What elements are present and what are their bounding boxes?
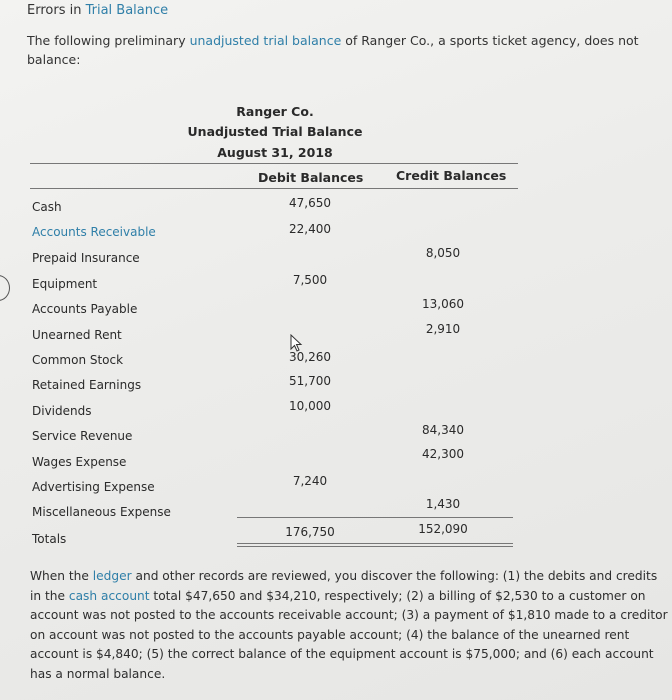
credit-value: 1,430 — [425, 497, 461, 511]
heading-link[interactable]: Trial Balance — [85, 3, 169, 18]
debit-value: 7,500 — [292, 273, 328, 287]
account-name: Prepaid Insurance — [32, 251, 140, 265]
totals-rule — [237, 517, 513, 518]
account-name: Unearned Rent — [32, 328, 122, 342]
total-credit-value: 152,090 — [418, 522, 468, 536]
account-name: Equipment — [32, 277, 98, 291]
credit-value: 42,300 — [422, 447, 464, 461]
mouse-pointer-icon — [290, 334, 304, 354]
double-rule-bottom — [237, 546, 513, 547]
intro-part1: The following preliminary — [27, 33, 190, 48]
credit-value: 2,910 — [425, 322, 461, 336]
header-rule-top — [30, 163, 518, 164]
statement-date: August 31, 2018 — [217, 145, 333, 160]
credit-value: 8,050 — [425, 246, 461, 260]
intro-link[interactable]: unadjusted trial balance — [189, 33, 342, 48]
account-name: Retained Earnings — [32, 378, 142, 392]
side-circle-mark — [0, 275, 10, 301]
intro-text — [27, 31, 642, 69]
total-debit-value: 176,750 — [285, 525, 335, 539]
heading-prefix: Errors in — [27, 3, 86, 18]
credit-column-header: Credit Balances — [396, 168, 507, 183]
debit-value: 47,650 — [289, 196, 331, 210]
intro-part2: of Ranger Co., a sports ticket agency, does not balance: — [27, 33, 639, 67]
debit-value: 10,000 — [289, 399, 331, 413]
account-name: Accounts Payable — [32, 302, 138, 316]
double-rule-top — [237, 543, 513, 544]
cash-account-link[interactable]: cash account — [68, 588, 150, 603]
para-s2: and other records are reviewed, you discover the following: (1) the debits and credits in the — [30, 569, 658, 603]
account-name[interactable]: Accounts Receivable — [32, 225, 156, 239]
account-name: Wages Expense — [32, 455, 127, 469]
para-s1: When the — [30, 569, 93, 583]
account-name: Service Revenue — [32, 429, 133, 443]
credit-value: 13,060 — [422, 297, 464, 311]
company-name: Ranger Co. — [236, 104, 314, 119]
debit-column-header: Debit Balances — [258, 170, 364, 185]
page-heading — [27, 3, 168, 18]
statement-title: Unadjusted Trial Balance — [187, 124, 363, 139]
debit-value: 51,700 — [289, 374, 331, 388]
header-rule-bottom — [30, 188, 518, 189]
account-name: Advertising Expense — [32, 480, 155, 494]
para-s3: total $47,650 and $34,210, respectively; (2) a billing of $2,530 to a customer on account was not posted to the accounts receivable account; (3) a payment of $1,810 made to a creditor on account was not posted to the accounts payable account; (4) the balance of the unearned rent account is $4,840; (5) the correct balance of the equipment account is $75,000; and (6) each account has a normal balance. — [30, 588, 668, 681]
account-name: Dividends — [32, 404, 92, 418]
account-name: Miscellaneous Expense — [32, 505, 171, 519]
debit-value: 22,400 — [289, 222, 331, 236]
account-name: Common Stock — [32, 353, 124, 367]
credit-value: 84,340 — [422, 423, 464, 437]
review-paragraph — [30, 567, 670, 685]
ledger-link[interactable]: ledger — [92, 569, 132, 583]
debit-value: 30,260 — [289, 350, 331, 364]
debit-value: 7,240 — [292, 474, 328, 488]
account-name: Cash — [32, 200, 62, 214]
totals-label: Totals — [32, 532, 67, 546]
